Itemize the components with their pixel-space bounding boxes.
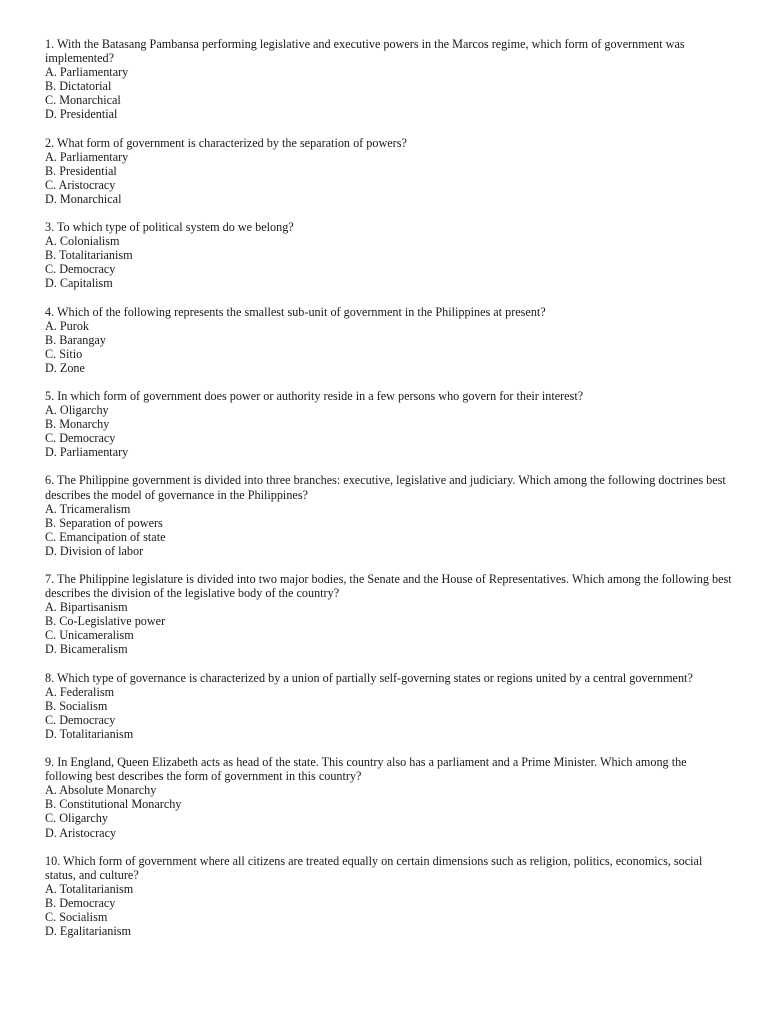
choice-a: A. Purok [45, 318, 90, 333]
choice-b: B. Presidential [45, 163, 117, 178]
choice-d: D. Bicameralism [45, 642, 128, 657]
choice-d: D. Parliamentary [45, 445, 129, 460]
choice-c: C. Emancipation of state [45, 529, 166, 544]
question-text: 5. In which form of government does power or authority reside in a few persons who govern for their interest? [45, 388, 584, 403]
choice-a: A. Tricameralism [45, 501, 131, 516]
choice-d: D. Presidential [45, 107, 118, 122]
question-8 [45, 671, 735, 741]
choice-d: D. Division of labor [45, 543, 144, 558]
choice-b: B. Co-Legislative power [45, 614, 166, 629]
question-text: 4. Which of the following represents the smallest sub-unit of government in the Philippines at present? [45, 304, 546, 319]
question-text: 8. Which type of governance is characterized by a union of partially self-governing states or regions united by a central government? [45, 670, 693, 685]
question-text: 10. Which form of government where all citizens are treated equally on certain dimensions such as religion, politics, economics, social status, and culture? [45, 853, 706, 882]
choice-b: B. Democracy [45, 895, 116, 910]
quiz-document [45, 37, 735, 952]
choice-c: C. Democracy [45, 431, 116, 446]
choice-b: B. Totalitarianism [45, 248, 133, 263]
choice-b: B. Socialism [45, 698, 108, 713]
choice-a: A. Totalitarianism [45, 881, 134, 896]
choice-a: A. Oligarchy [45, 403, 109, 418]
choice-a: A. Parliamentary [45, 149, 129, 164]
choice-c: C. Sitio [45, 346, 83, 361]
question-9 [45, 755, 735, 840]
choice-d: D. Monarchical [45, 191, 122, 206]
choice-a: A. Federalism [45, 684, 115, 699]
question-2 [45, 136, 735, 206]
choice-b: B. Dictatorial [45, 79, 112, 94]
choice-b: B. Separation of powers [45, 515, 163, 530]
question-text: 9. In England, Queen Elizabeth acts as head of the state. This country also has a parliament and a Prime Minister. Which among the following best describes the form of government in this country? [45, 755, 690, 784]
choice-b: B. Monarchy [45, 417, 110, 432]
choice-b: B. Constitutional Monarchy [45, 797, 182, 812]
question-text: 7. The Philippine legislature is divided into two major bodies, the Senate and the House of Representatives. Which among the following best describes the division of the legislative body of the country? [45, 572, 735, 601]
question-text: 6. The Philippine government is divided into three branches: executive, legislative and judiciary. Which among the following doctrines best describes the model of governance in the Philippines? [45, 473, 729, 502]
choice-d: D. Aristocracy [45, 825, 117, 840]
question-text: 3. To which type of political system do we belong? [45, 220, 294, 235]
choice-a: A. Colonialism [45, 234, 120, 249]
question-text: 1. With the Batasang Pambansa performing legislative and executive powers in the Marcos regime, which form of government was implemented? [45, 37, 688, 66]
question-text: 2. What form of government is characterized by the separation of powers? [45, 135, 407, 150]
choice-a: A. Bipartisanism [45, 600, 128, 615]
choice-a: A. Absolute Monarchy [45, 783, 157, 798]
question-10 [45, 854, 735, 939]
choice-d: D. Zone [45, 360, 85, 375]
question-4 [45, 305, 735, 375]
choice-c: C. Unicameralism [45, 628, 134, 643]
question-6 [45, 473, 735, 558]
choice-c: C. Monarchical [45, 93, 121, 108]
question-1 [45, 37, 735, 122]
question-3 [45, 220, 735, 290]
choice-c: C. Oligarchy [45, 811, 108, 826]
choice-c: C. Aristocracy [45, 177, 116, 192]
choice-d: D. Egalitarianism [45, 924, 131, 939]
choice-b: B. Barangay [45, 332, 106, 347]
choice-c: C. Socialism [45, 909, 108, 924]
question-5 [45, 389, 735, 459]
choice-d: D. Capitalism [45, 276, 113, 291]
choice-d: D. Totalitarianism [45, 726, 134, 741]
choice-c: C. Democracy [45, 712, 116, 727]
question-7 [45, 572, 735, 657]
choice-c: C. Democracy [45, 262, 116, 277]
choice-a: A. Parliamentary [45, 65, 129, 80]
